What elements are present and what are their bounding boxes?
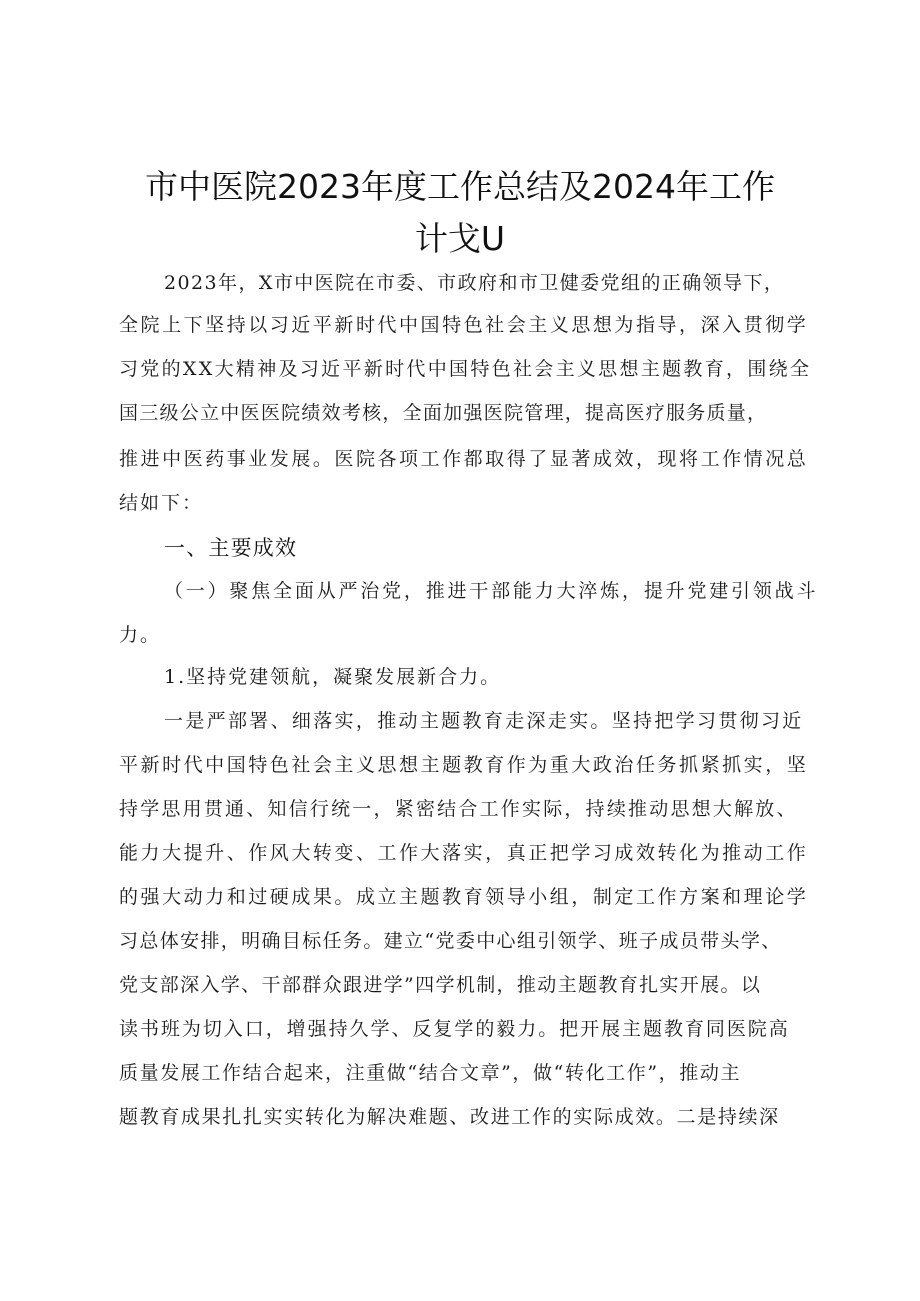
- body-line-7: 党支部深入学、干部群众跟进学”四学机制，推动主题教育扎实开展。以: [119, 974, 762, 996]
- document-title-line-1: 市中医院2023年度工作总结及2024年工作: [145, 167, 775, 206]
- body-line-4: 能力大提升、作风大转变、工作大落实，真正把学习成效转化为推动工作: [119, 842, 809, 864]
- intro-line-5: 推进中医药事业发展。医院各项工作都取得了显著成效，现将工作情况总: [119, 448, 809, 470]
- body-line-2: 平新时代中国特色社会主义思想主题教育作为重大政治任务抓紧抓实，坚: [119, 754, 809, 776]
- body-line-1: 一是严部署、细落实，推动主题教育走深走实。坚持把学习贯彻习近: [164, 710, 804, 732]
- intro-line-3: 习党的XX大精神及习近平新时代中国特色社会主义思想主题教育，围绕全: [119, 358, 812, 380]
- document-title-line-2: 计戈U: [414, 219, 506, 258]
- subsection-line-2: 力。: [119, 624, 162, 646]
- body-line-3: 持学思用贯通、知信行统一，紧密结合工作实际，持续推动思想大解放、: [119, 798, 798, 820]
- intro-line-4: 国三级公立中医医院绩效考核，全面加强医院管理，提高医疗服务质量，: [119, 402, 768, 424]
- subsection-line-1: （一）聚焦全面从严治党，推进干部能力大淬炼，提升党建引领战斗: [164, 580, 819, 602]
- item-title-1: 1.坚持党建领航，凝聚发展新合力。: [164, 666, 502, 688]
- intro-line-6: 结如下：: [119, 492, 204, 514]
- body-line-9: 质量发展工作结合起来，注重做“结合文章”，做“转化工作”，推动主: [119, 1062, 742, 1084]
- body-line-8: 读书班为切入口，增强持久学、反复学的毅力。把开展主题教育同医院高: [119, 1018, 790, 1040]
- intro-line-2: 全院上下坚持以习近平新时代中国特色社会主义思想为指导，深入贯彻学: [119, 314, 809, 336]
- intro-line-1: 2023年，X市中医院在市委、市政府和市卫健委党组的正确领导下，: [164, 272, 785, 294]
- body-line-10: 题教育成果扎扎实实转化为解决难题、改进工作的实际成效。二是持续深: [119, 1106, 780, 1128]
- body-line-6: 习总体安排，明确目标任务。建立“党委中心组引领学、班子成员带头学、: [119, 930, 782, 952]
- body-line-5: 的强大动力和过硬成果。成立主题教育领导小组，制定工作方案和理论学: [119, 886, 809, 908]
- section-heading-1: 一、主要成效: [164, 536, 298, 560]
